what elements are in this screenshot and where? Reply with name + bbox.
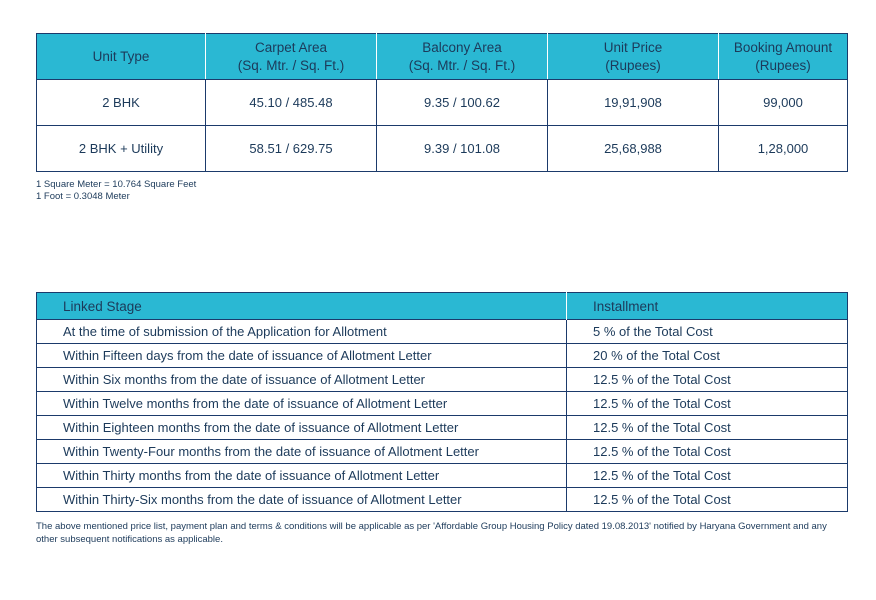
header-booking-amount: Booking Amount (Rupees) (719, 34, 848, 80)
installment-cell: 12.5 % of the Total Cost (567, 488, 848, 512)
table-row (37, 344, 848, 368)
booking-amount-cell: 99,000 (719, 80, 848, 126)
stage-cell: Within Thirty months from the date of issuance of Allotment Letter (37, 464, 567, 488)
table-row (37, 488, 848, 512)
payment-table-header-row (37, 293, 848, 320)
carpet-area-cell: 58.51 / 629.75 (206, 126, 377, 172)
header-linked-stage: Linked Stage (37, 293, 567, 320)
unit-type-cell: 2 BHK + Utility (37, 126, 206, 172)
table-row (37, 80, 848, 126)
carpet-area-cell: 45.10 / 485.48 (206, 80, 377, 126)
header-unit-price: Unit Price (Rupees) (548, 34, 719, 80)
installment-cell: 12.5 % of the Total Cost (567, 368, 848, 392)
stage-cell: Within Six months from the date of issuance of Allotment Letter (37, 368, 567, 392)
table-row (37, 320, 848, 344)
installment-cell: 12.5 % of the Total Cost (567, 464, 848, 488)
stage-cell: Within Eighteen months from the date of issuance of Allotment Letter (37, 416, 567, 440)
footer-disclaimer: The above mentioned price list, payment plan and terms & conditions will be applicable as per 'Affordable Group Housing Policy dated 19.08.2013' notified by Haryana Government and any other subsequent notifications as applicable. (36, 521, 827, 545)
note-line: 1 Foot = 0.3048 Meter (36, 191, 130, 202)
stage-cell: Within Thirty-Six months from the date of issuance of Allotment Letter (37, 488, 567, 512)
installment-cell: 12.5 % of the Total Cost (567, 392, 848, 416)
balcony-area-cell: 9.35 / 100.62 (377, 80, 548, 126)
payment-plan-table (36, 292, 848, 512)
table-row (37, 126, 848, 172)
installment-cell: 5 % of the Total Cost (567, 320, 848, 344)
price-table (36, 33, 848, 172)
header-balcony-area: Balcony Area (Sq. Mtr. / Sq. Ft.) (377, 34, 548, 80)
price-table-header-row (37, 34, 848, 80)
unit-price-cell: 25,68,988 (548, 126, 719, 172)
header-carpet-area: Carpet Area (Sq. Mtr. / Sq. Ft.) (206, 34, 377, 80)
header-unit-type: Unit Type (37, 34, 206, 80)
note-line: 1 Square Meter = 10.764 Square Feet (36, 179, 197, 190)
table-row (37, 416, 848, 440)
header-installment: Installment (567, 293, 848, 320)
balcony-area-cell: 9.39 / 101.08 (377, 126, 548, 172)
booking-amount-cell: 1,28,000 (719, 126, 848, 172)
stage-cell: Within Twelve months from the date of issuance of Allotment Letter (37, 392, 567, 416)
table-row (37, 440, 848, 464)
stage-cell: Within Fifteen days from the date of issuance of Allotment Letter (37, 344, 567, 368)
unit-type-cell: 2 BHK (37, 80, 206, 126)
stage-cell: Within Twenty-Four months from the date of issuance of Allotment Letter (37, 440, 567, 464)
installment-cell: 12.5 % of the Total Cost (567, 440, 848, 464)
installment-cell: 20 % of the Total Cost (567, 344, 848, 368)
installment-cell: 12.5 % of the Total Cost (567, 416, 848, 440)
table-row (37, 464, 848, 488)
unit-price-cell: 19,91,908 (548, 80, 719, 126)
table-row (37, 368, 848, 392)
stage-cell: At the time of submission of the Application for Allotment (37, 320, 567, 344)
table-row (37, 392, 848, 416)
conversion-notes (36, 179, 196, 203)
